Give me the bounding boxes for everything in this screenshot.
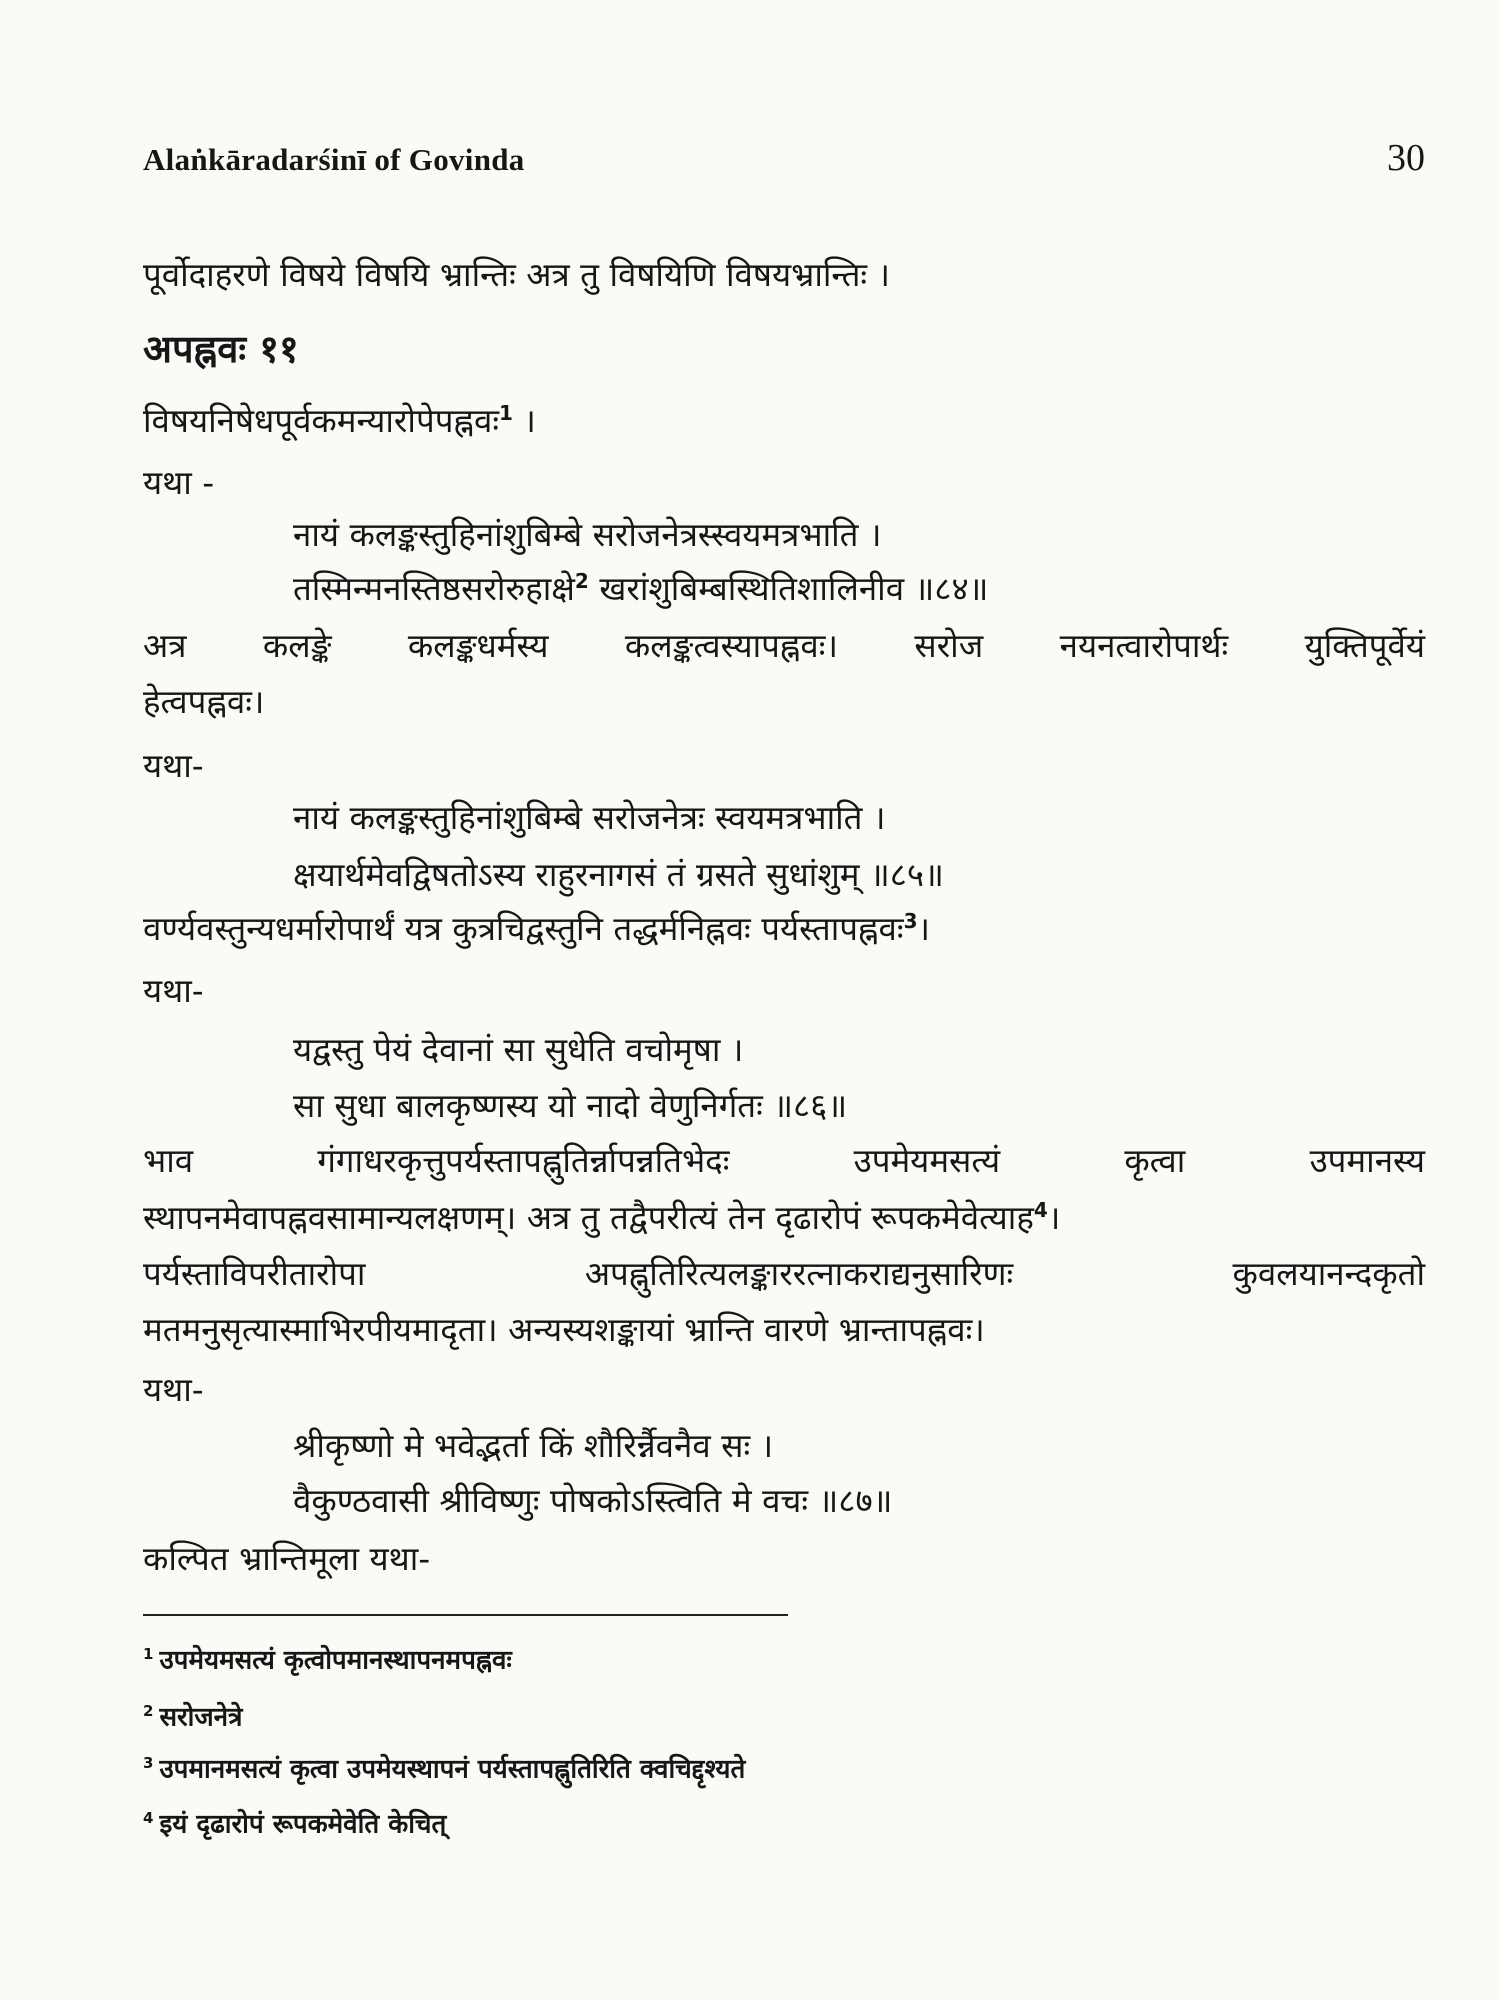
footnote-4: [143, 1801, 1425, 1842]
verse-84-line-2: [293, 566, 1425, 612]
verse-86-line-2: सा सुधा बालकृष्णस्य यो नादो वेणुनिर्गतः ॥८६॥: [293, 1086, 848, 1125]
footnote-3-text: उपमानमसत्यं कृत्वा उपमेयस्थापनं पर्यस्तापह्नुतिरिति क्वचिद्दृश्यते: [159, 1754, 746, 1785]
definition-2-line: [143, 906, 1425, 952]
text-line-1: पूर्वोदाहरणे विषये विषयि भ्रान्तिः अत्र तु विषयिणि विषयभ्रान्तिः ।: [143, 255, 891, 294]
footnote-ref-2: 2: [574, 569, 589, 593]
yatha-label-4: यथा-: [143, 1370, 204, 1409]
verse-86-line-1: यद्वस्तु पेयं देवानां सा सुधेति वचोमृषा ।: [293, 1030, 744, 1069]
yatha-label-3: यथा-: [143, 971, 204, 1010]
verse-85-line-1: नायं कलङ्कस्तुहिनांशुबिम्बे सरोजनेत्रः स्वयमत्रभाति ।: [293, 798, 886, 837]
footnote-ref-1: 1: [499, 401, 513, 425]
footnote-2-text: सरोजनेत्रे: [159, 1702, 243, 1733]
verse-84-line-2-pre: तस्मिन्मनस्तिष्ठसरोरुहाक्षे: [293, 569, 575, 608]
definition-2-end: ।: [917, 909, 931, 948]
footnote-4-text: इयं दृढारोपं रूपकमेवेति केचित्: [159, 1809, 447, 1840]
commentary-2-line-2-text: स्थापनमेवापह्नवसामान्यलक्षणम्। अत्र तु तद्वैपरीत्यं तेन दृढारोपं रूपकमेवेत्याह: [143, 1198, 1034, 1237]
page-number: 30: [1387, 137, 1425, 179]
footnote-1: [143, 1637, 1425, 1678]
footnote-4-number: 4: [143, 1809, 154, 1827]
footnote-2: [143, 1694, 1425, 1735]
definition-text: विषयनिषेधपूर्वकमन्यारोपेपह्नवः: [143, 401, 500, 440]
verse-84-line-1: नायं कलङ्कस्तुहिनांशुबिम्बे सरोजनेत्रस्स्वयमत्रभाति ।: [293, 515, 882, 554]
verse-85-line-2: क्षयार्थमेवद्विषतोऽस्य राहुरनागसं तं ग्रसते सुधांशुम् ॥८५॥: [293, 855, 944, 894]
verse-87-line-1: श्रीकृष्णो मे भवेद्भर्ता किं शौरिर्न्नैवनैव सः ।: [293, 1426, 774, 1465]
footnote-ref-4: 4: [1033, 1198, 1048, 1222]
footnote-1-number: 1: [143, 1645, 154, 1663]
verse-84-line-2-post: खरांशुबिम्बस्थितिशालिनीव ॥८४॥: [588, 569, 989, 608]
commentary-2-line-2-end: ।: [1047, 1198, 1061, 1237]
commentary-2-line-3: पर्यस्ताविपरीतारोपा अपह्नुतिरित्यलङ्काररत्नाकराद्यनुसारिणः कुवलयानन्दकृतो: [143, 1254, 1425, 1293]
footnote-2-number: 2: [143, 1702, 154, 1720]
running-header-title: Alaṅkāradarśinī of Govinda: [143, 142, 525, 177]
commentary-1-line-1: अत्र कलङ्के कलङ्कधर्मस्य कलङ्कत्वस्यापह्नवः। सरोज नयनत्वारोपार्थः युक्तिपूर्वेयं: [143, 626, 1425, 665]
verse-87-line-2: वैकुण्ठवासी श्रीविष्णुः पोषकोऽस्त्विति मे वचः ॥८७॥: [293, 1481, 893, 1520]
commentary-2-line-1: भाव गंगाधरकृत्तुपर्यस्तापह्नुतिर्न्नापन्नतिभेदः उपमेयमसत्यं कृत्वा उपमानस्य: [143, 1141, 1425, 1180]
footnote-ref-3: 3: [903, 909, 918, 933]
footnote-rule: [143, 1614, 788, 1616]
yatha-label-1: यथा -: [143, 463, 215, 502]
footnote-1-text: उपमेयमसत्यं कृत्वोपमानस्थापनमपह्नवः: [159, 1645, 512, 1676]
closing-line: कल्पित भ्रान्तिमूला यथा-: [143, 1539, 431, 1578]
yatha-label-2: यथा-: [143, 746, 204, 785]
footnote-3-number: 3: [143, 1754, 154, 1772]
definition-line: [143, 398, 1425, 444]
definition-end: ।: [512, 401, 536, 440]
commentary-2-line-4: मतमनुसृत्यास्माभिरपीयमादृता। अन्यस्यशङ्कायां भ्रान्ति वारणे भ्रान्तापह्नवः।: [143, 1310, 985, 1349]
section-heading: अपह्नवः ११: [143, 327, 299, 371]
footnote-3: [143, 1746, 1425, 1787]
commentary-1-line-2: हेत्वपह्नवः।: [143, 682, 265, 721]
commentary-2-line-2: [143, 1195, 1425, 1241]
definition-2-text: वर्ण्यवस्तुन्यधर्मारोपार्थं यत्र कुत्रचिद्वस्तुनि तद्धर्मनिह्नवः पर्यस्तापह्नवः: [143, 909, 904, 948]
